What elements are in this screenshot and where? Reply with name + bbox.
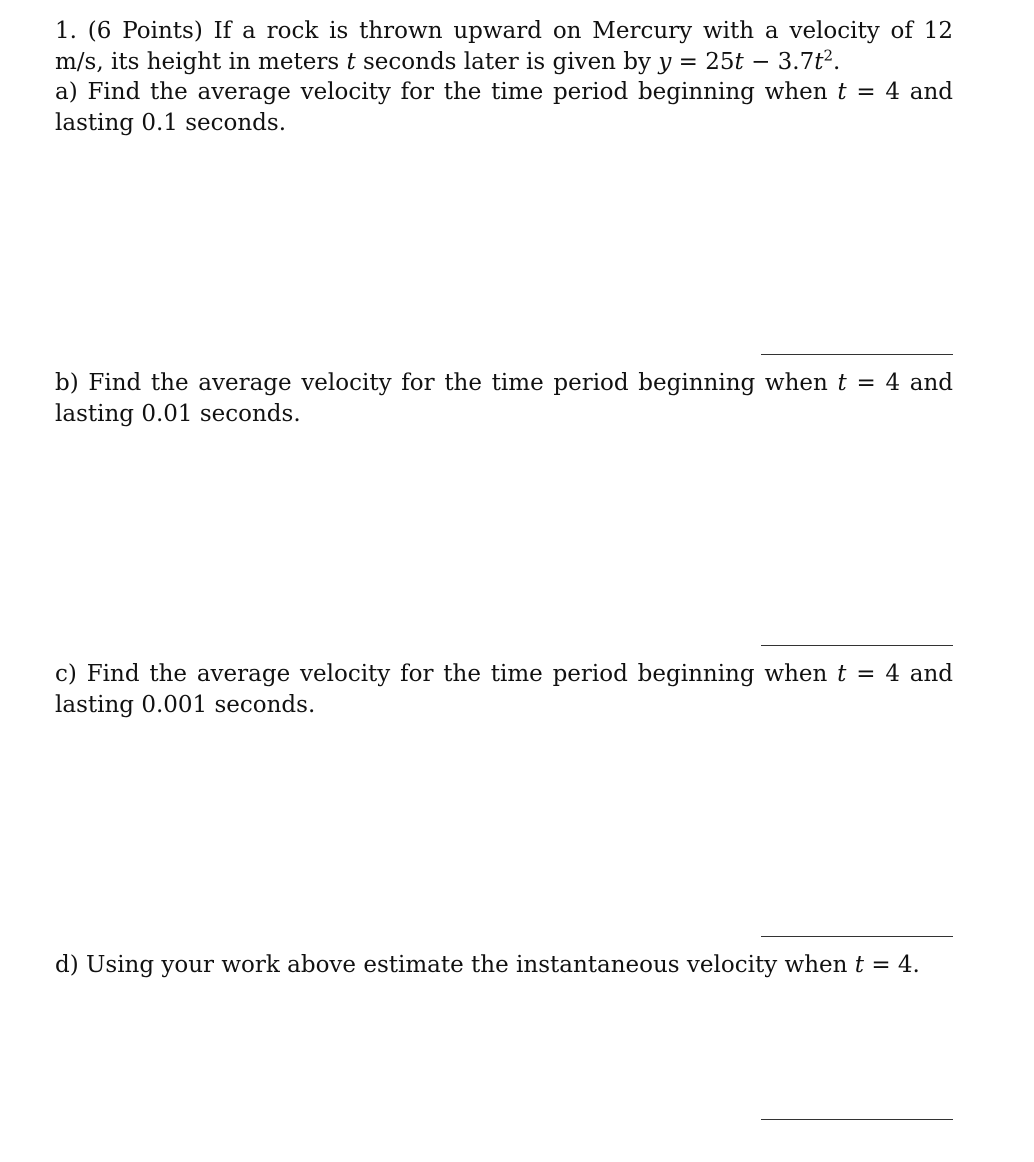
equation-end: . [833,48,841,75]
math-var-t-2: t [734,48,744,75]
part-c-var: t [837,661,847,687]
part-d-var: t [854,952,864,978]
part-a [55,77,953,138]
part-c-text: Find the average velocity for the time period beginning when [86,661,828,687]
part-c [55,659,953,720]
problem-intro-text-b: seconds later is given by [363,48,652,75]
part-c-condition: = 4 and lasting 0.001 seconds. [55,661,954,718]
part-a-label: a) [55,79,78,105]
problem-intro [55,16,953,77]
math-var-y: y [658,48,672,75]
math-var-t: t [346,48,356,75]
part-b-label: b) [55,370,79,396]
part-c-label: c) [55,661,77,687]
answer-line-a [761,354,953,355]
part-d-text: Using your work above estimate the instantaneous velocity when [86,952,848,978]
equation-part-a: = 25 [678,48,735,75]
math-var-t-3: t [814,48,824,75]
answer-line-d [761,1119,953,1120]
part-a-text: Find the average velocity for the time period beginning when [87,79,828,105]
part-b-condition: = 4 and lasting 0.01 seconds. [55,370,954,427]
part-b-text: Find the average velocity for the time period beginning when [88,370,828,396]
part-b [55,368,953,429]
answer-line-b [761,645,953,646]
answer-line-c [761,936,953,937]
problem-statement [55,16,953,138]
problem-intro-text-a: If a rock is thrown upward on Mercury with a velocity of 12 m/s, its height in meters [55,18,954,75]
part-d-label: d) [55,952,79,978]
equation-exponent: 2 [823,45,834,64]
problem-points: (6 Points) [87,18,203,44]
part-b-var: t [837,370,847,396]
equation-part-b: − 3.7 [751,48,815,75]
part-d [55,950,953,981]
problem-number: 1. [55,18,77,44]
part-a-condition: = 4 and lasting 0.1 seconds. [55,79,954,136]
part-a-var: t [837,79,847,105]
part-d-condition: = 4. [871,952,920,978]
